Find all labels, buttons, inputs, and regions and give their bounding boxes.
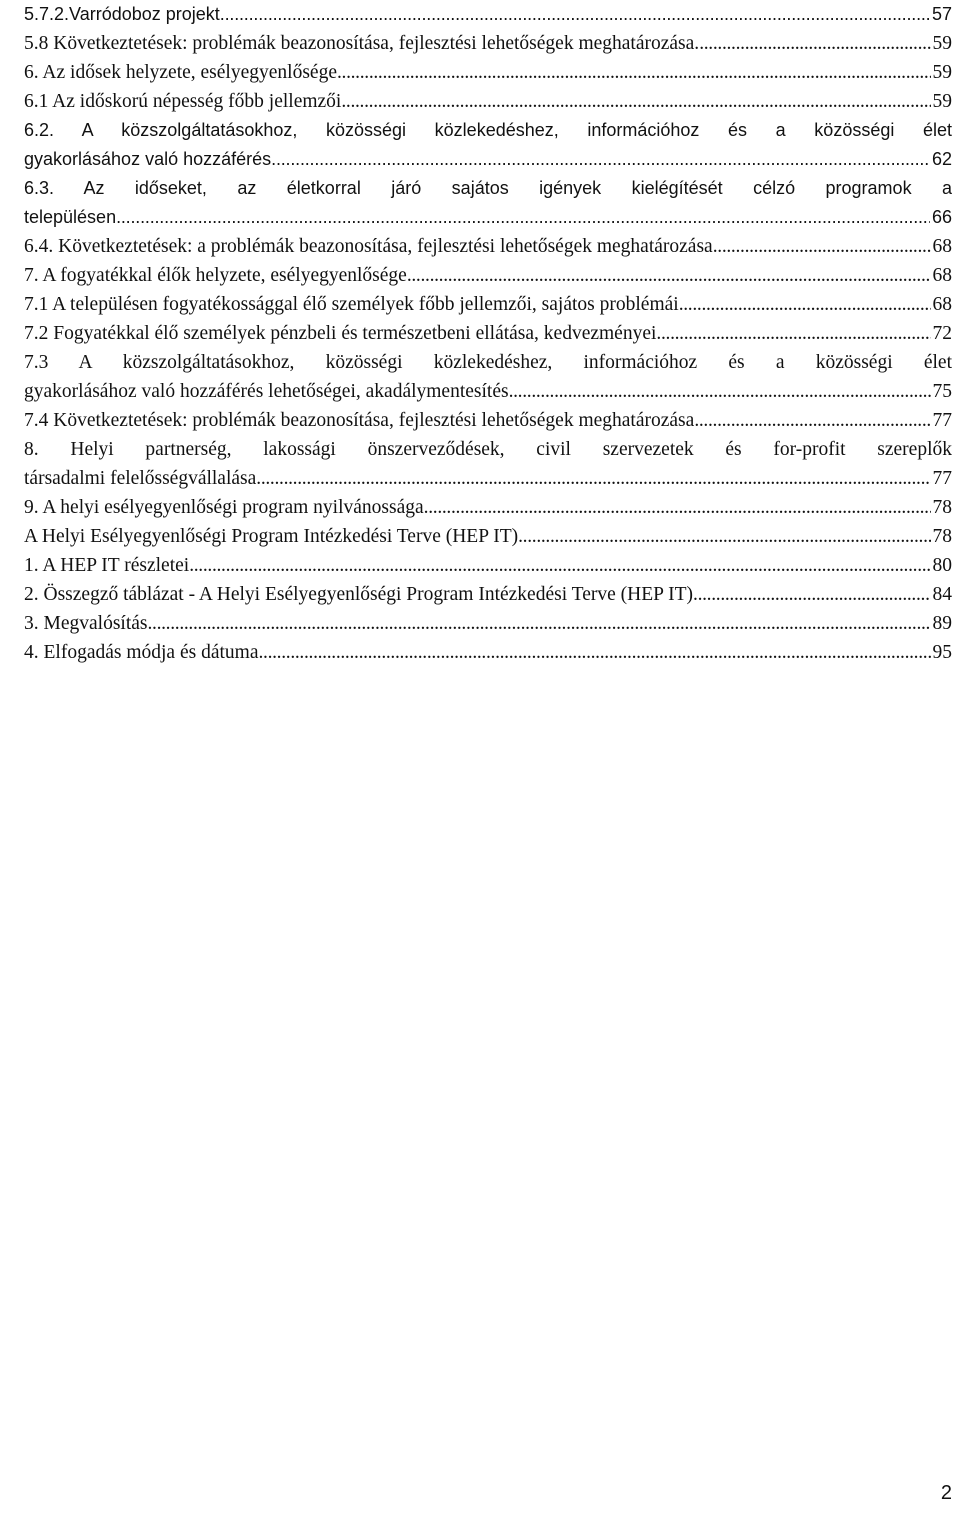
page-number: 2 (940, 1482, 952, 1504)
toc-entry[interactable] (24, 29, 952, 58)
toc-entry-title: 5.7.2.Varródoboz projekt (24, 4, 220, 24)
toc-entry[interactable] (24, 493, 952, 522)
toc-entry[interactable] (24, 348, 952, 406)
toc-entry-page: 75 (932, 381, 952, 402)
toc-entry-page: 68 (932, 294, 952, 315)
toc-entry[interactable] (24, 638, 952, 667)
toc-entry[interactable] (24, 406, 952, 435)
toc-entry-title: 7.2 Fogyatékkal élő személyek pénzbeli és természetbeni ellátása, kedvezményei (24, 323, 657, 344)
dot-leader (509, 377, 931, 406)
toc-entry-page: 57 (931, 4, 952, 24)
toc-entry[interactable] (24, 87, 952, 116)
toc-entry[interactable] (24, 58, 952, 87)
toc-entry-page: 59 (932, 91, 952, 112)
toc-entry-page: 78 (932, 526, 952, 547)
toc-entry-page: 68 (932, 236, 952, 257)
toc-entry[interactable] (24, 580, 952, 609)
toc-entry[interactable] (24, 551, 952, 580)
toc-entry[interactable] (24, 609, 952, 638)
toc-entry-title: 7. A fogyatékkal élők helyzete, esélyegyenlősége (24, 265, 407, 286)
dot-leader (271, 145, 930, 174)
dot-leader (713, 232, 931, 261)
toc-entry[interactable] (24, 290, 952, 319)
table-of-contents (24, 0, 952, 667)
dot-leader (341, 87, 930, 116)
toc-entry-page: 95 (932, 642, 952, 663)
toc-entry-title: A Helyi Esélyegyenlőségi Program Intézkedési Terve (HEP IT) (24, 526, 519, 547)
dot-leader (256, 464, 930, 493)
toc-entry-title-line1: 6.2. A közszolgáltatásokhoz, közösségi közlekedéshez, információhoz és a közösségi élet (24, 120, 952, 140)
dot-leader (424, 493, 931, 522)
toc-entry-page: 62 (931, 149, 952, 169)
toc-entry-page: 59 (932, 62, 952, 83)
toc-entry-title-line1: 8. Helyi partnerség, lakossági önszerveződések, civil szervezetek és for-profit szereplők (24, 439, 952, 460)
toc-entry-page: 72 (932, 323, 952, 344)
toc-entry-title: 3. Megvalósítás (24, 613, 148, 634)
dot-leader (693, 580, 930, 609)
dot-leader (699, 29, 930, 58)
toc-entry[interactable] (24, 0, 952, 29)
dot-leader (656, 319, 930, 348)
toc-entry-title: 2. Összegző táblázat - A Helyi Esélyegyenlőségi Program Intézkedési Terve (HEP IT) (24, 584, 694, 605)
dot-leader (407, 261, 931, 290)
toc-entry-page: 59 (932, 33, 952, 54)
toc-entry-page: 89 (932, 613, 952, 634)
toc-entry-page: 80 (932, 555, 952, 576)
dot-leader (337, 58, 931, 87)
toc-entry-title: 6.1 Az időskorú népesség főbb jellemzői (24, 91, 342, 112)
dot-leader (189, 551, 930, 580)
toc-entry-page: 77 (932, 468, 952, 489)
dot-leader (694, 406, 930, 435)
toc-entry[interactable] (24, 522, 952, 551)
toc-entry[interactable] (24, 261, 952, 290)
dot-leader (258, 638, 930, 667)
toc-entry-title-line2: társadalmi felelősségvállalása (24, 468, 257, 489)
toc-entry[interactable] (24, 116, 952, 174)
toc-entry-page: 78 (932, 497, 952, 518)
toc-entry-title: 1. A HEP IT részletei (24, 555, 190, 576)
dot-leader (147, 609, 930, 638)
toc-entry-title-line1: 6.3. Az időseket, az életkorral járó sajátos igények kielégítését célzó programok a (24, 178, 952, 198)
toc-entry[interactable] (24, 319, 952, 348)
toc-entry[interactable] (24, 232, 952, 261)
toc-entry-title: 7.4 Következtetések: problémák beazonosítása, fejlesztési lehetőségek meghatározása (24, 410, 695, 431)
toc-entry[interactable] (24, 435, 952, 493)
toc-entry-title: 6.4. Következtetések: a problémák beazonosítása, fejlesztési lehetőségek meghatározása (24, 236, 713, 257)
dot-leader (679, 290, 931, 319)
toc-entry-title: 9. A helyi esélyegyenlőségi program nyilvánossága (24, 497, 424, 518)
toc-entry-page: 77 (932, 410, 952, 431)
toc-entry-title: 5.8 Következtetések: problémák beazonosítása, fejlesztési lehetőségek meghatározása. (24, 33, 700, 54)
toc-entry-title-line1: 7.3 A közszolgáltatásokhoz, közösségi közlekedéshez, információhoz és a közösségi élet (24, 352, 952, 373)
dot-leader (116, 203, 930, 232)
toc-entry-page: 84 (932, 584, 952, 605)
toc-entry-title-line2: településen (24, 207, 117, 227)
toc-entry-page: 68 (932, 265, 952, 286)
toc-entry-title-line2: gyakorlásához való hozzáférés lehetőségei, akadálymentesítés (24, 381, 509, 402)
dot-leader (518, 522, 930, 551)
toc-entry-title: 4. Elfogadás módja és dátuma (24, 642, 259, 663)
toc-entry-title: 6. Az idősek helyzete, esélyegyenlősége (24, 62, 337, 83)
toc-entry-title-line2: gyakorlásához való hozzáférés (24, 149, 272, 169)
toc-entry-page: 66 (931, 207, 952, 227)
toc-entry-title: 7.1 A településen fogyatékossággal élő személyek főbb jellemzői, sajátos problémái (24, 294, 679, 315)
toc-entry[interactable] (24, 174, 952, 232)
dot-leader (220, 0, 930, 29)
